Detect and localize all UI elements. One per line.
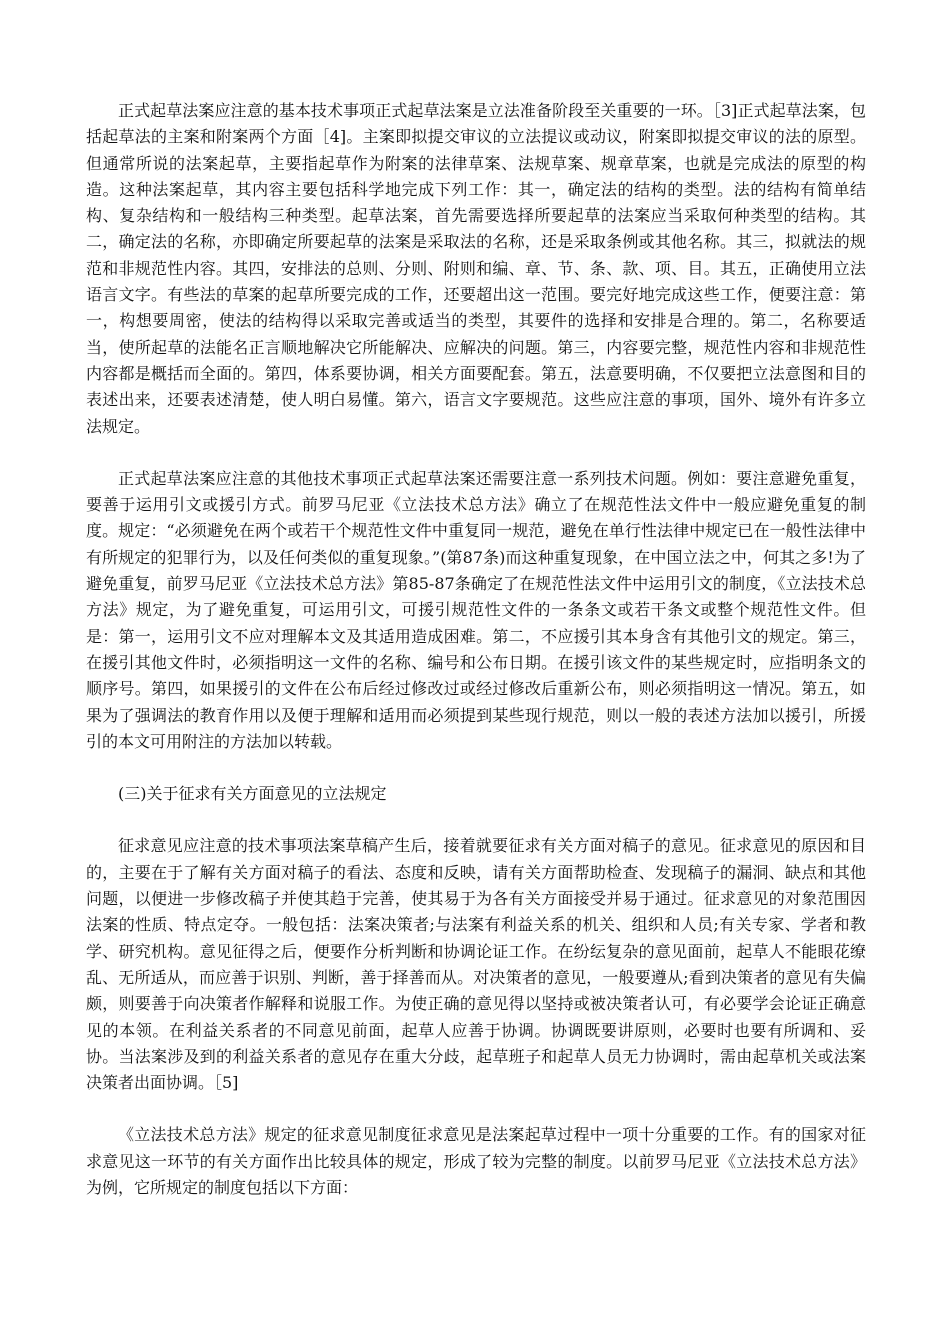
paragraph-opinion-system: 《立法技术总方法》规定的征求意见制度征求意见是法案起草过程中一项十分重要的工作。有的国家对征求意见这一环节的有关方面作出比较具体的规定，形成了较为完整的制度。以前罗马尼亚《立法技术总方法》为例，它所规定的制度包括以下方面： (86, 1125, 866, 1197)
section-heading: (三)关于征求有关方面意见的立法规定 (118, 784, 387, 804)
paragraph-other-technical-matters: 正式起草法案应注意的其他技术事项正式起草法案还需要注意一系列技术问题。例如：要注意避免重复，要善于运用引文或援引方式。前罗马尼亚《立法技术总方法》确立了在规范性法文件中一般应避免重复的制度。规定：“必须避免在两个或若干个规范性文件中重复同一规范，避免在单行性法律中规定已在一般性法律中有所规定的犯罪行为，以及任何类似的重复现象。”(第87条)而这种重复现象，在中国立法之中，何其之多!为了避免重复，前罗马尼亚《立法技术总方法》第85-87条确定了在规范性法文件中运用引文的制度，《立法技术总方法》规定，为了避免重复，可运用引文，可援引规范性文件的一条条文或若干条文或整个规范性文件。但是：第一，运用引文不应对理解本文及其适用造成困难。第二，不应援引其本身含有其他引文的规定。第三，在援引其他文件时，必须指明这一文件的名称、编号和公布日期。在援引该文件的某些规定时，应指明条文的顺序号。第四，如果援引的文件在公布后经过修改过或经过修改后重新公布，则必须指明这一情况。第五，如果为了强调法的教育作用以及便于理解和适用而必须提到某些现行规范，则以一般的表述方法加以援引，所援引的本文可用附注的方法加以转载。 (86, 468, 866, 751)
paragraph-gap (86, 807, 866, 833)
paragraph-gap (86, 755, 866, 781)
paragraph-soliciting-opinions: 征求意见应注意的技术事项法案草稿产生后，接着就要征求有关方面对稿子的意见。征求意见的原因和目的，主要在于了解有关方面对稿子的看法、态度和反映，请有关方面帮助检查、发现稿子的漏洞、缺点和其他问题，以便进一步修改稿子并使其趋于完善，使其易于为各有关方面接受并易于通过。征求意见的对象范围因法案的性质、特点定夺。一般包括：法案决策者;与法案有利益关系的机关、组织和人员;有关专家、学者和教学、研究机构。意见征得之后，便要作分析判断和协调论证工作。在纷纭复杂的意见面前，起草人不能眼花缭乱、无所适从，而应善于识别、判断，善于择善而从。对决策者的意见，一般要遵从;看到决策者的意见有失偏颇，则要善于向决策者作解释和说服工作。为使正确的意见得以坚持或被决策者认可，有必要学会论证正确意见的本领。在利益关系者的不同意见前面，起草人应善于协调。协调既要讲原则，必要时也要有所调和、妥协。当法案涉及到的利益关系者的意见存在重大分歧，起草班子和起草人员无力协调时，需由起草机关或法案决策者出面协调。［5] (86, 836, 866, 1093)
paragraph-gap (86, 440, 866, 466)
paragraph-gap (86, 1096, 866, 1122)
document-body (86, 98, 866, 1201)
paragraph-basic-technical-matters: 正式起草法案应注意的基本技术事项正式起草法案是立法准备阶段至关重要的一环。［3]正式起草法案，包括起草法的主案和附案两个方面［4]。主案即拟提交审议的立法提议或动议，附案即拟提交审议的法的原型。但通常所说的法案起草，主要指起草作为附案的法律草案、法规草案、规章草案，也就是完成法的原型的构造。这种法案起草，其内容主要包括科学地完成下列工作：其一，确定法的结构的类型。法的结构有简单结构、复杂结构和一般结构三种类型。起草法案，首先需要选择所要起草的法案应当采取何种类型的结构。其二，确定法的名称，亦即确定所要起草的法案是采取法的名称，还是采取条例或其他名称。其三，拟就法的规范和非规范性内容。其四，安排法的总则、分则、附则和编、章、节、条、款、项、目。其五，正确使用立法语言文字。有些法的草案的起草所要完成的工作，还要超出这一范围。要完好地完成这些工作，便要注意：第一，构想要周密，使法的结构得以采取完善或适当的类型，其要件的选择和安排是合理的。第二，名称要适当，使所起草的法能名正言顺地解决它所能解决、应解决的问题。第三，内容要完整，规范性内容和非规范性内容都是概括而全面的。第四，体系要协调，相关方面要配套。第五，法意要明确，不仅要把立法意图和目的表述出来，还要表述清楚，使人明白易懂。第六，语言文字要规范。这些应注意的事项，国外、境外有许多立法规定。 (86, 101, 866, 436)
